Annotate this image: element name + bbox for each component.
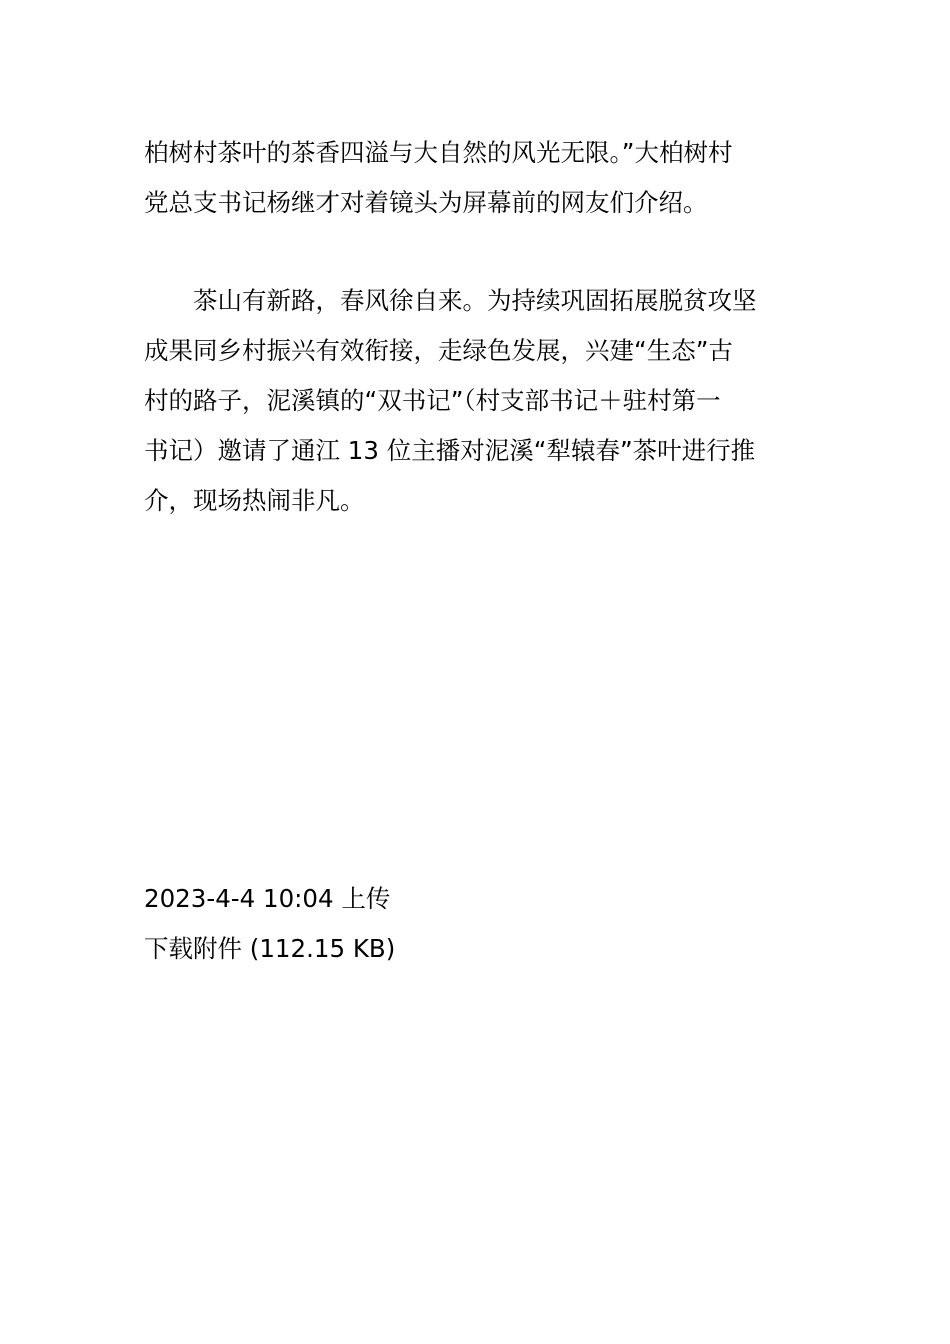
article-paragraph <box>144 128 808 228</box>
paragraph-line: 村的路子，泥溪镇的“双书记”（村支部书记＋驻村第一 <box>144 386 721 415</box>
paragraph-line: 书记）邀请了通江 13 位主播对泥溪“犁辕春”茶叶进行推 <box>144 436 756 465</box>
download-attachment-link[interactable]: 下载附件 (112.15 KB) <box>144 934 396 963</box>
upload-timestamp: 2023-4-4 10:04 上传 <box>144 884 391 913</box>
paragraph-line: 党总支书记杨继才对着镜头为屏幕前的网友们介绍。 <box>144 188 708 217</box>
article-paragraph <box>144 276 808 526</box>
paragraph-line: 茶山有新路，春风徐自来。为持续巩固拓展脱贫攻坚 <box>144 286 757 315</box>
paragraph-line: 柏树村茶叶的茶香四溢与大自然的风光无限。”大柏树村 <box>144 138 733 167</box>
paragraph-line: 介，现场热闹非凡。 <box>144 486 365 515</box>
paragraph-line: 成果同乡村振兴有效衔接，走绿色发展，兴建“生态”古 <box>144 336 733 365</box>
